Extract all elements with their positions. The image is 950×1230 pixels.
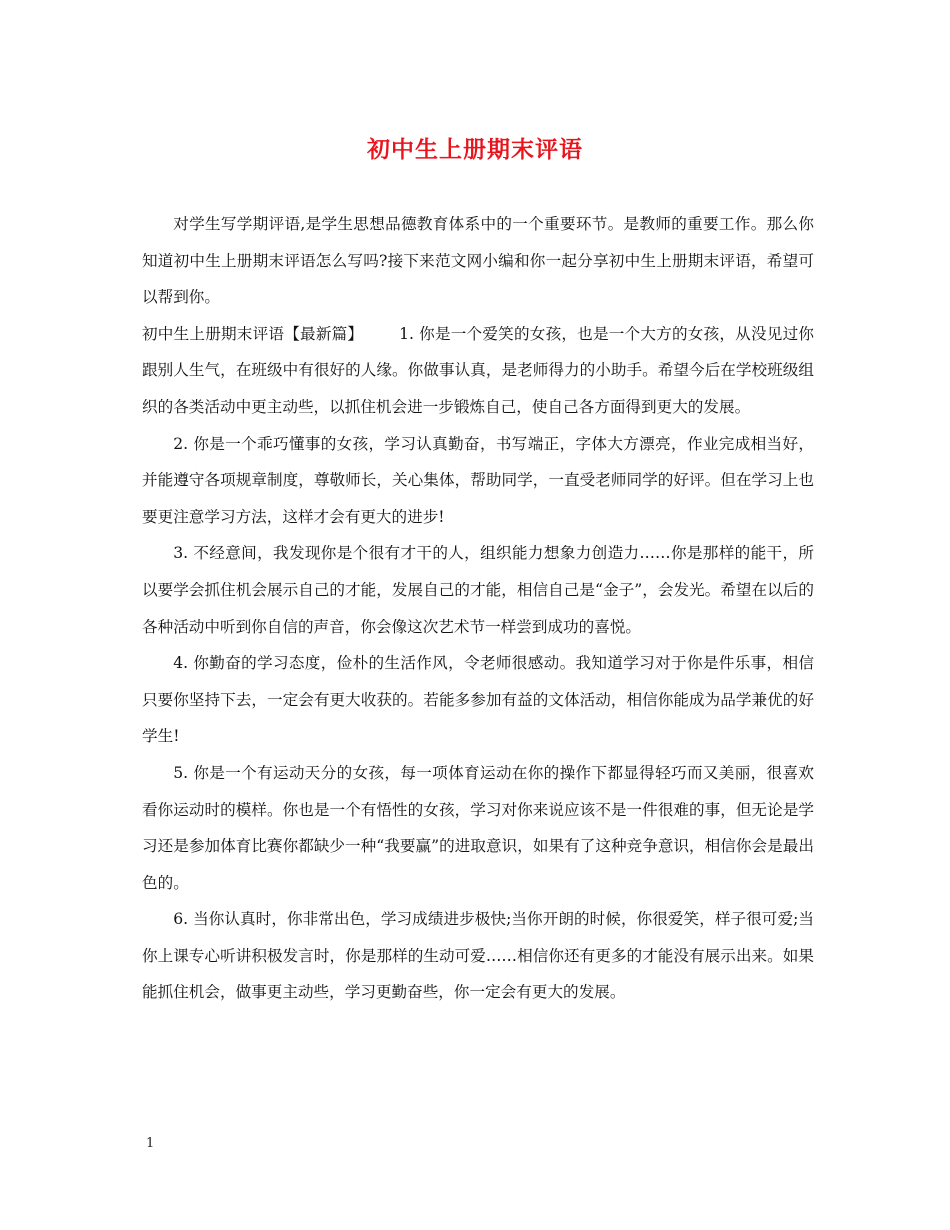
intro-paragraph: 对学生写学期评语,是学生思想品德教育体系中的一个重要环节。是教师的重要工作。那么你知道初中生上册期末评语怎么写吗?接下来范文网小编和你一起分享初中生上册期末评语，希望可以帮到你。: [142, 215, 814, 307]
comment-item-4: 4. 你勤奋的学习态度，俭朴的生活作风，令老师很感动。我知道学习对于你是件乐事，相信只要你坚持下去，一定会有更大收获的。若能多参加有益的文体活动，相信你能成为品学兼优的好学生!: [142, 654, 814, 746]
section-paragraph: [142, 316, 814, 426]
comment-item-1: 1. 你是一个爱笑的女孩，也是一个大方的女孩，从没见过你跟别人生气，在班级中有很好的人缘。你做事认真，是老师得力的小助手。希望今后在学校班级组织的各类活动中更主动些，以抓住机会进一步锻炼自己，使自己各方面得到更大的发展。: [142, 324, 814, 416]
comment-item-6: 6. 当你认真时，你非常出色，学习成绩进步极快;当你开朗的时候，你很爱笑，样子很可爱;当你上课专心听讲积极发言时，你是那样的生动可爱……相信你还有更多的才能没有展示出来。如果能抓住机会，做事更主动些，学习更勤奋些，你一定会有更大的发展。: [142, 910, 814, 1002]
document-title: 初中生上册期末评语: [367, 136, 583, 163]
page-number: 1: [146, 1136, 155, 1151]
comment-item-2: 2. 你是一个乖巧懂事的女孩，学习认真勤奋，书写端正，字体大方漂亮，作业完成相当好，并能遵守各项规章制度，尊敬师长，关心集体，帮助同学，一直受老师同学的好评。但在学习上也要更注意学习方法，这样才会有更大的进步!: [142, 434, 814, 526]
comment-item-5: 5. 你是一个有运动天分的女孩，每一项体育运动在你的操作下都显得轻巧而又美丽，很喜欢看你运动时的模样。你也是一个有悟性的女孩，学习对你来说应该不是一件很难的事，但无论是学习还是参加体育比赛你都缺少一种“我要赢”的进取意识，如果有了这种竞争意识，相信你会是最出色的。: [142, 763, 814, 892]
section-label: 初中生上册期末评语【最新篇】: [142, 324, 364, 343]
document-body: [142, 206, 814, 1011]
comment-item-3: 3. 不经意间，我发现你是个很有才干的人，组织能力想象力创造力……你是那样的能干，所以要学会抓住机会展示自己的才能，发展自己的才能，相信自己是“金子”，会发光。希望在以后的各种活动中听到你自信的声音，你会像这次艺术节一样尝到成功的喜悦。: [142, 544, 814, 636]
